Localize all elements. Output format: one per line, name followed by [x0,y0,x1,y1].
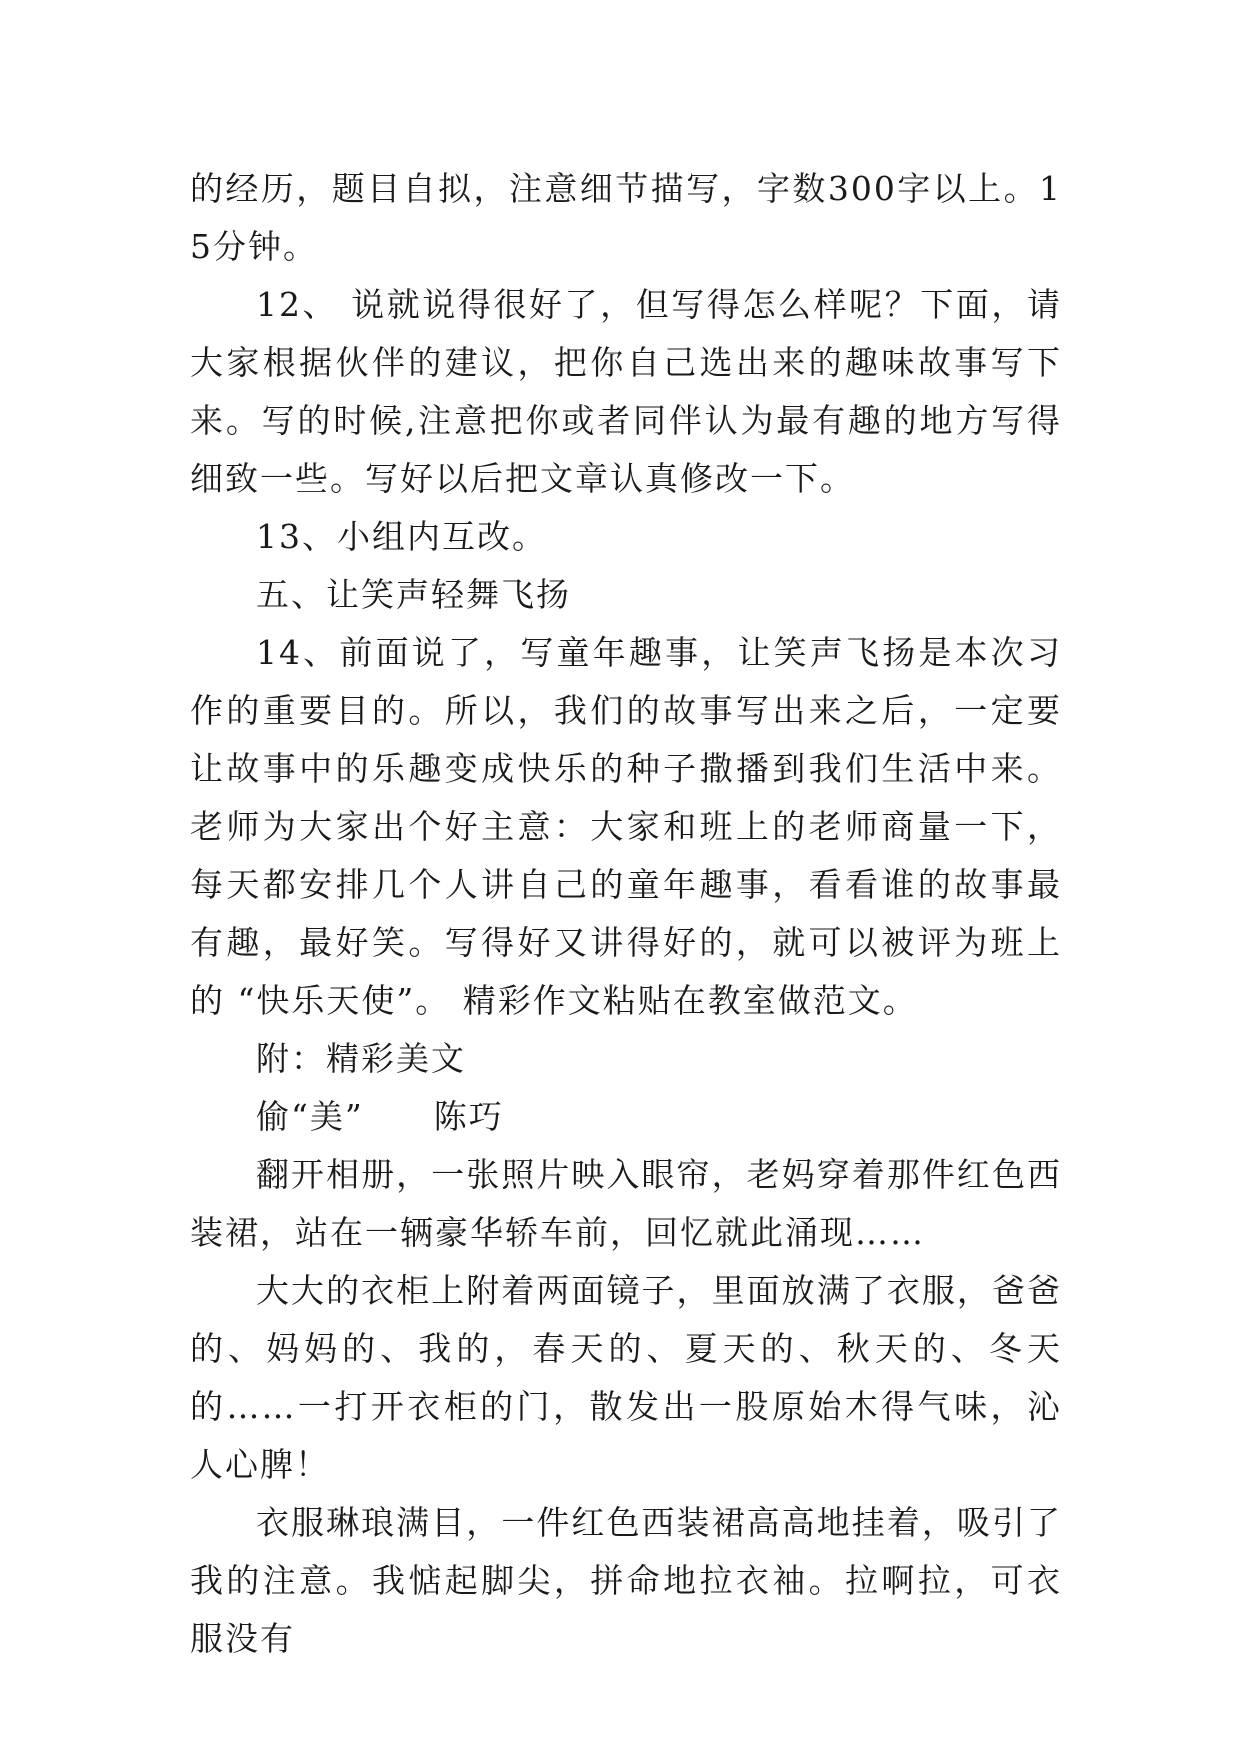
section-heading-5: 五、让笑声轻舞飞扬 [256,575,571,614]
appendix-heading: 附：精彩美文 [256,1039,466,1078]
paragraph-step-13: 13、小组内互改。 [256,517,547,556]
paragraph-step-14: 14、前面说了，写童年趣事，让笑声飞扬是本次习作的重要目的。所以，我们的故事写出来之后，一定要让故事中的乐趣变成快乐的种子撒播到我们生活中来。老师为大家出个好主意：大家和班上的老师商量一下，每天都安排几个人讲自己的童年趣事，看看谁的故事最有趣，最好笑。写得好又讲得好的，就可以被评为班上的 “快乐天使”。 精彩作文粘贴在教室做范文。 [190,633,1062,1020]
paragraph-continuation: 的经历，题目自拟，注意细节描写，字数300字以上。15分钟。 [190,169,1062,266]
essay-paragraph-2: 大大的衣柜上附着两面镜子，里面放满了衣服，爸爸的、妈妈的、我的，春天的、夏天的、秋天的、冬天的……一打开衣柜的门，散发出一股原始木得气味，沁人心脾！ [190,1271,1062,1484]
paragraph-step-12: 12、 说就说得很好了，但写得怎么样呢？下面，请大家根据伙伴的建议，把你自己选出来的趣味故事写下来。写的时候,注意把你或者同伴认为最有趣的地方写得细致一些。写好以后把文章认真修改一下。 [190,285,1062,498]
document-body [190,160,1062,1668]
essay-title-author: 偷“美” 陈巧 [256,1097,504,1136]
essay-paragraph-1: 翻开相册，一张照片映入眼帘，老妈穿着那件红色西装裙，站在一辆豪华轿车前，回忆就此涌现…… [190,1155,1062,1252]
essay-paragraph-3: 衣服琳琅满目，一件红色西装裙高高地挂着，吸引了我的注意。我惦起脚尖，拼命地拉衣袖。拉啊拉，可衣服没有 [190,1503,1062,1658]
